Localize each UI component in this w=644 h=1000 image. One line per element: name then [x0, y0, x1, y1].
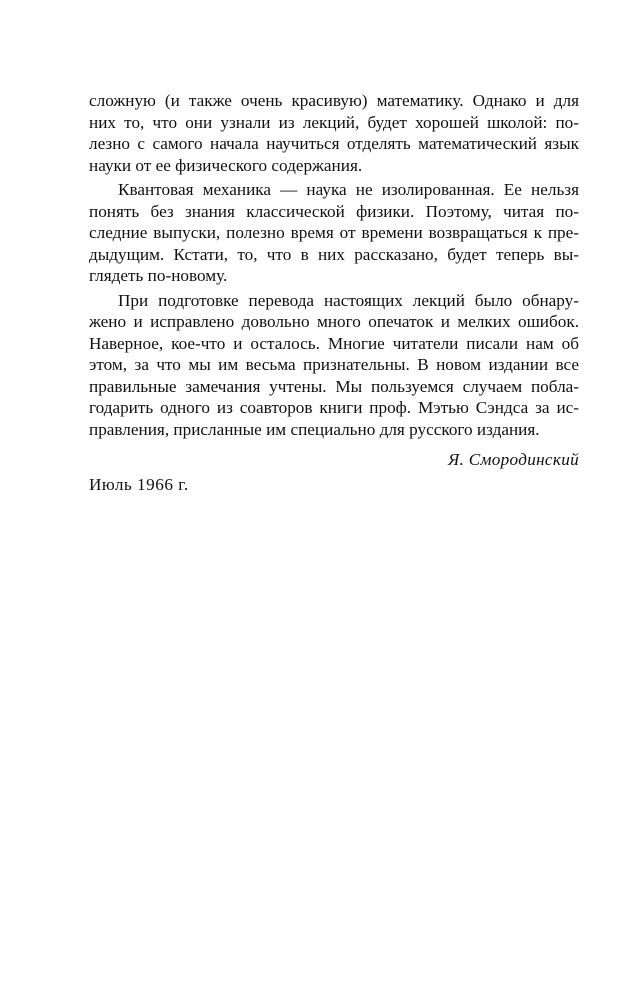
text-line: следние выпуски, полезно время от времени возвращаться к пре-: [89, 223, 579, 242]
paragraph-2: [89, 179, 579, 287]
text-line: Наверное, кое-что и осталось. Многие читатели писали нам об: [89, 333, 579, 353]
author-signature: Я. Смородинский: [447, 450, 579, 469]
text-line: правильные замечания учтены. Мы пользуемся случаем побла-: [89, 376, 579, 396]
paragraph-3: [89, 290, 579, 441]
text-line: лезно с самого начала научиться отделять математический язык: [89, 134, 579, 153]
text-line: понять без знания классической физики. Поэтому, читая по-: [89, 201, 579, 221]
date-line: [89, 474, 579, 496]
text-line: этом, за что мы им весьма признательны. В новом издании все: [89, 355, 579, 374]
text-line: глядеть по-новому.: [89, 266, 228, 285]
text-line: науки от ее физического содержания.: [89, 155, 363, 175]
paragraph-1: [89, 90, 579, 176]
text-line: годарить одного из соавторов книги проф. Мэтью Сэндса за ис-: [89, 398, 579, 417]
text-line: жено и исправлено довольно много опечаток и мелких ошибок.: [89, 312, 579, 331]
text-line: дыдущим. Кстати, то, что в них рассказано, будет теперь вы-: [89, 244, 579, 264]
text-line: них то, что они узнали из лекций, будет хорошей школой: по-: [89, 112, 579, 132]
text-line: При подготовке перевода настоящих лекций было обнару-: [118, 290, 579, 310]
text-line: Квантовая механика — наука не изолированная. Ее нельзя: [118, 180, 579, 199]
date-text: Июль 1966 г.: [89, 474, 189, 494]
text-line: правления, присланные им специально для русского издания.: [89, 419, 540, 439]
page-text-block: [89, 90, 579, 495]
text-line: сложную (и также очень красивую) математику. Однако и для: [89, 91, 579, 110]
